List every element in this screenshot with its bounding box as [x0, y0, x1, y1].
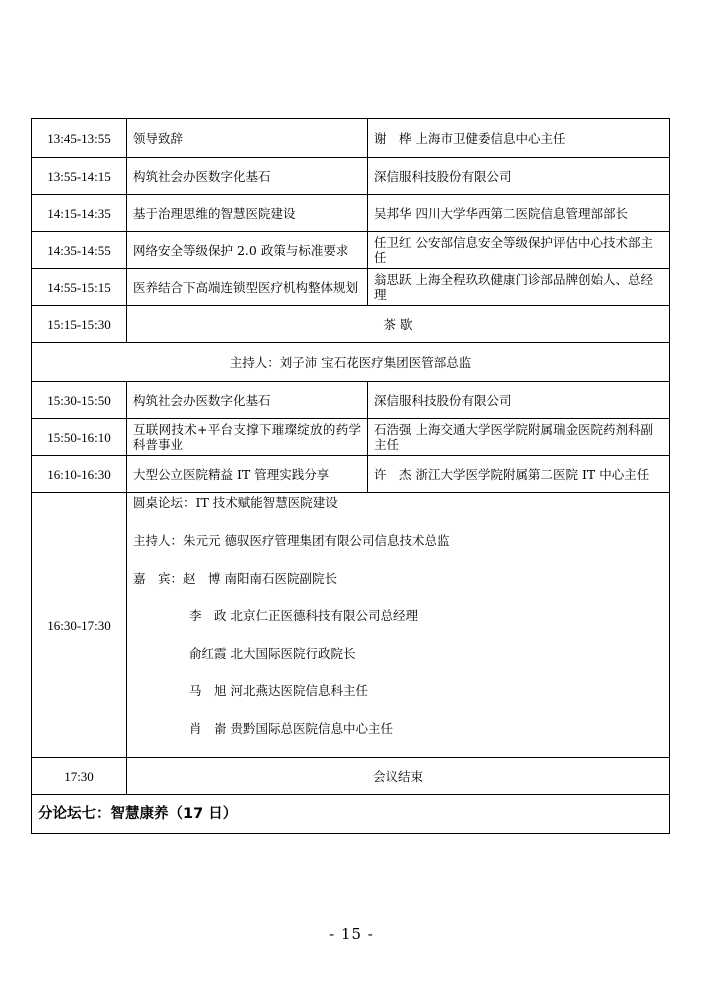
- section-title: 分论坛七：智慧康养（17 日）: [32, 795, 670, 834]
- time-cell: 15:15-15:30: [32, 306, 127, 343]
- forum-title: 圆桌论坛：IT 技术赋能智慧医院建设: [133, 495, 338, 511]
- table-row: [32, 195, 670, 232]
- table-row: [32, 158, 670, 195]
- forum-host: 主持人：朱元元 德驭医疗管理集团有限公司信息技术总监: [133, 533, 450, 549]
- table-row: [32, 119, 670, 158]
- table-row: [32, 795, 670, 834]
- table-row: [32, 419, 670, 456]
- topic-cell: 互联网技术+平台支撑下璀璨绽放的药学科普事业: [127, 419, 368, 456]
- speaker-cell: 深信服科技股份有限公司: [368, 382, 670, 419]
- speaker-cell: 谢 桦 上海市卫健委信息中心主任: [368, 119, 670, 158]
- topic-cell: 基于治理思维的智慧医院建设: [127, 195, 368, 232]
- forum-guest: 嘉 宾：赵 博 南阳南石医院副院长: [133, 570, 337, 586]
- time-cell: 13:45-13:55: [32, 119, 127, 158]
- topic-cell: 网络安全等级保护 2.0 政策与标准要求: [127, 232, 368, 269]
- speaker-cell: 石浩强 上海交通大学医学院附属瑞金医院药剂科副主任: [368, 419, 670, 456]
- table-row: [32, 382, 670, 419]
- schedule-table: [31, 118, 670, 834]
- topic-cell: 领导致辞: [127, 119, 368, 158]
- schedule-page: [31, 118, 670, 834]
- break-label: 茶 歇: [127, 306, 670, 343]
- speaker-cell: 深信服科技股份有限公司: [368, 158, 670, 195]
- host-line: 主持人：刘子沛 宝石花医疗集团医管部总监: [32, 343, 670, 382]
- forum-guest: 马 旭 河北燕达医院信息科主任: [189, 683, 368, 699]
- topic-cell: 大型公立医院精益 IT 管理实践分享: [127, 456, 368, 493]
- time-cell: 15:50-16:10: [32, 419, 127, 456]
- time-cell: 16:10-16:30: [32, 456, 127, 493]
- table-row: [32, 269, 670, 306]
- table-row: [32, 343, 670, 382]
- table-row: [32, 456, 670, 493]
- forum-guest: 李 政 北京仁正医德科技有限公司总经理: [189, 608, 418, 624]
- table-row: [32, 758, 670, 795]
- time-cell: 15:30-15:50: [32, 382, 127, 419]
- topic-cell: 构筑社会办医数字化基石: [127, 382, 368, 419]
- page-number: - 15 -: [329, 925, 374, 943]
- end-label: 会议结束: [127, 758, 670, 795]
- forum-guest: 肖 嵛 贵黔国际总医院信息中心主任: [189, 720, 393, 736]
- time-cell: 14:55-15:15: [32, 269, 127, 306]
- forum-guest: 俞红霞 北大国际医院行政院长: [189, 645, 356, 661]
- roundtable-forum: [127, 493, 670, 758]
- table-row: [32, 232, 670, 269]
- time-cell: 17:30: [32, 758, 127, 795]
- time-cell: 14:15-14:35: [32, 195, 127, 232]
- speaker-cell: 翁思跃 上海全程玖玖健康门诊部品牌创始人、总经理: [368, 269, 670, 306]
- time-cell: 16:30-17:30: [32, 493, 127, 758]
- topic-cell: 医养结合下高端连锁型医疗机构整体规划: [127, 269, 368, 306]
- time-cell: 14:35-14:55: [32, 232, 127, 269]
- speaker-cell: 许 杰 浙江大学医学院附属第二医院 IT 中心主任: [368, 456, 670, 493]
- table-row: [32, 493, 670, 758]
- speaker-cell: 吴邦华 四川大学华西第二医院信息管理部部长: [368, 195, 670, 232]
- time-cell: 13:55-14:15: [32, 158, 127, 195]
- table-row: [32, 306, 670, 343]
- topic-cell: 构筑社会办医数字化基石: [127, 158, 368, 195]
- speaker-cell: 任卫红 公安部信息安全等级保护评估中心技术部主任: [368, 232, 670, 269]
